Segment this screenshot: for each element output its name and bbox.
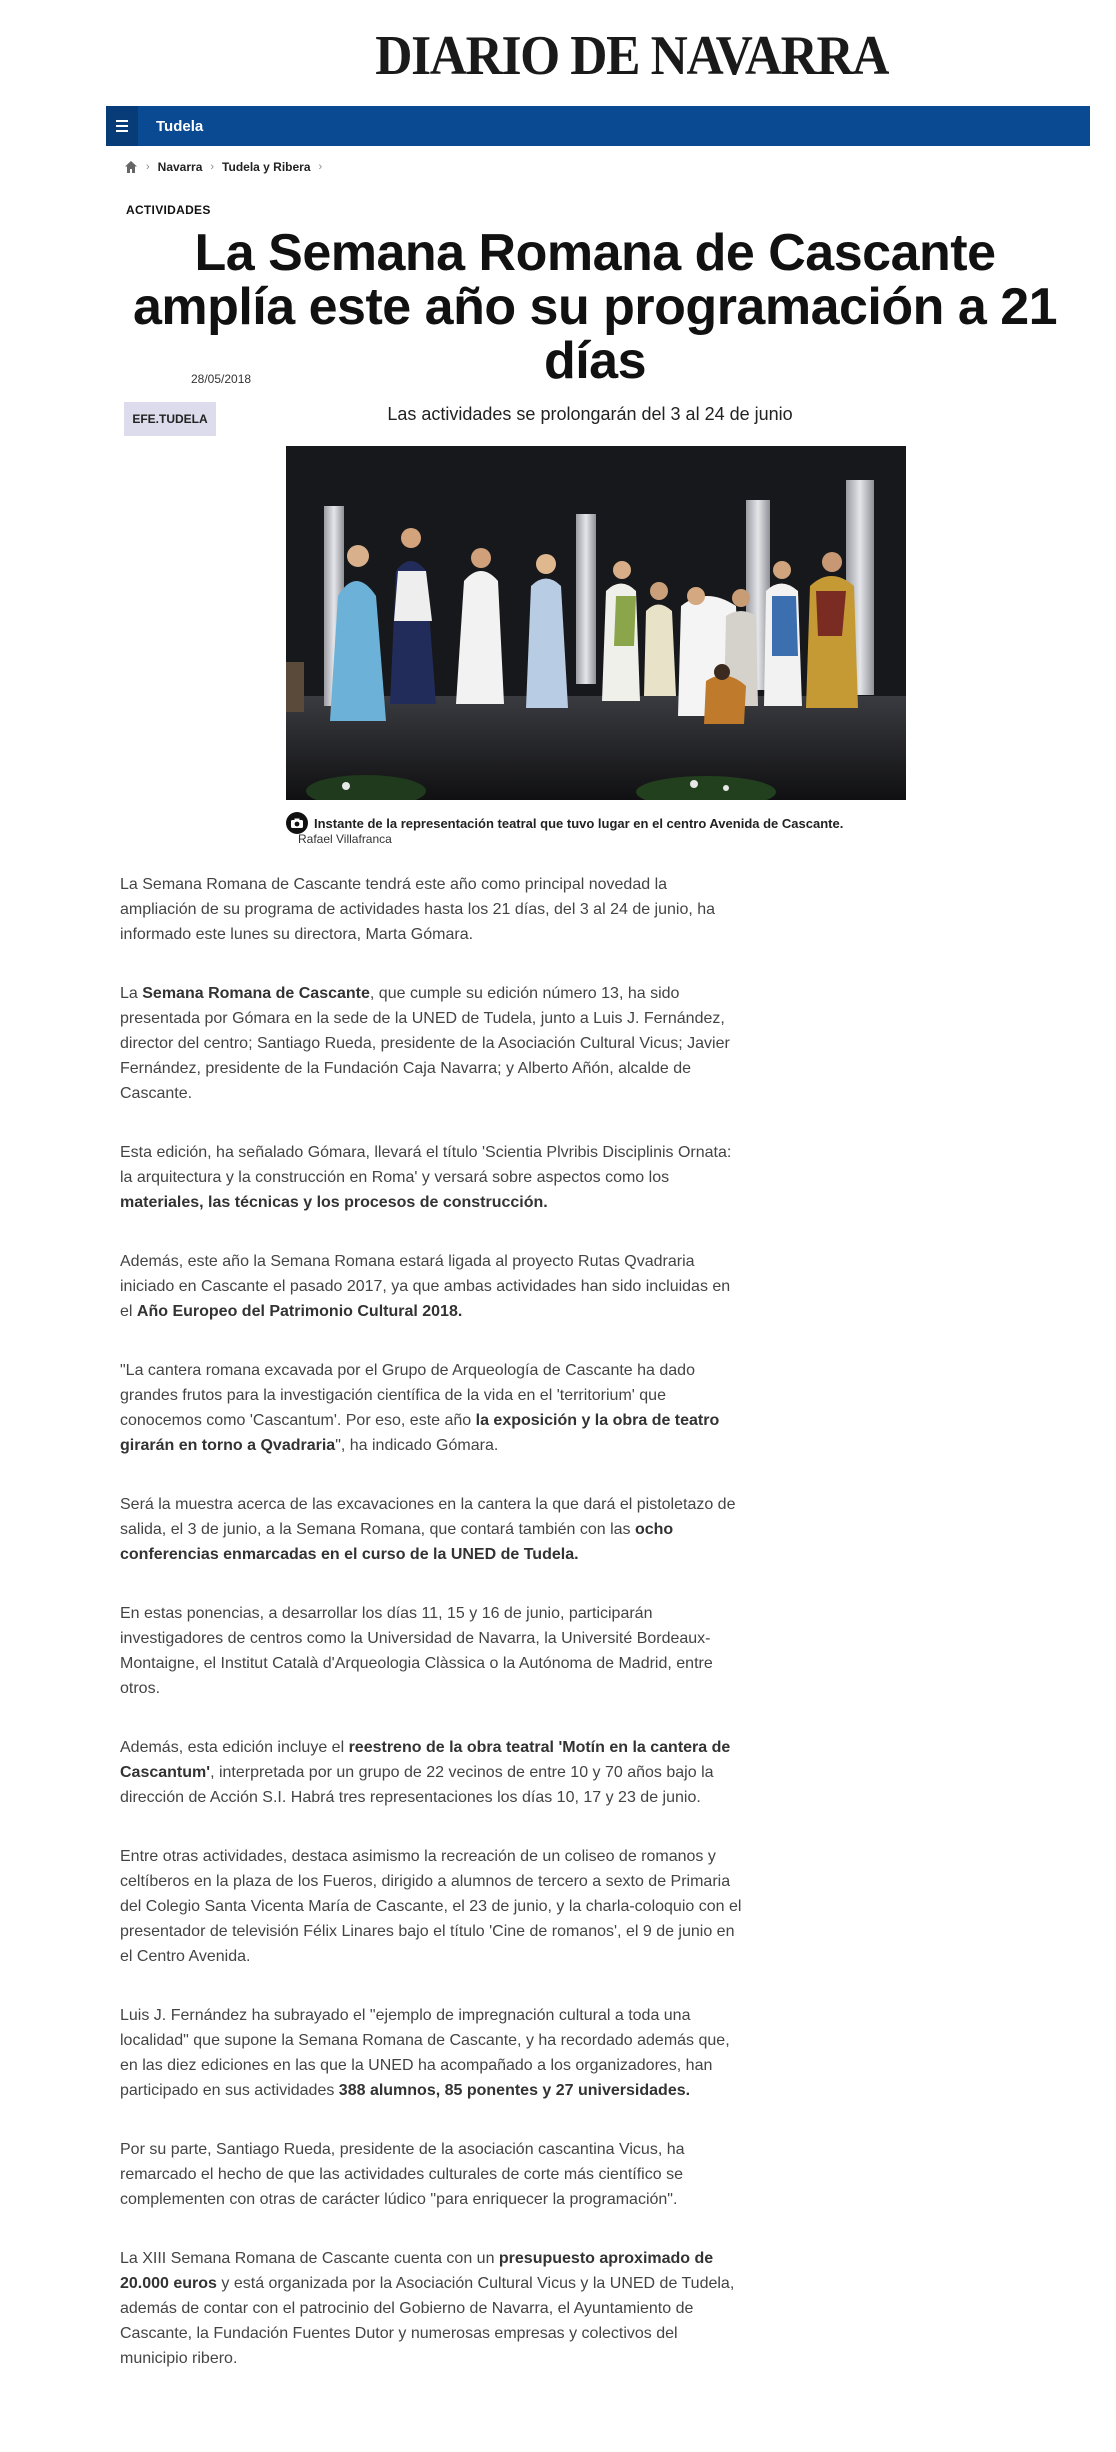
photo-credit: Rafael Villafranca	[298, 832, 392, 846]
text: y está organizada por la Asociación Cultural Vicus y la UNED de Tudela, además de contar con el patrocinio del Gobierno de Navarra, el Ayuntamiento de Cascante, la Fundación Fuentes Dutor y numerosas empresas y colectivos del municipio ribero.	[120, 2275, 735, 2367]
text: , que cumple su edición número 13, ha sido presentada por Gómara en la sede de la UNED de Tudela, junto a Luis J. Fernández, director del centro; Santiago Rueda, presidente de la Asociación Cultural Vicus; Javier Fernández, presidente de la Fundación Caja Navarra; y Alberto Añón, alcalde de Cascante.	[120, 985, 730, 1102]
text: Esta edición, ha señalado Gómara, llevará el título 'Scientia Plvribis Disciplinis Ornata: la arquitectura y la construcción en Roma' y versará sobre aspectos como los	[120, 1144, 732, 1186]
bold-text: presupuesto aproximado de 20.000 euros	[120, 2250, 714, 2292]
text: ", ha indicado Gómara.	[335, 1437, 499, 1454]
article-headline: La Semana Romana de Cascante amplía este año su programación a 21 días	[132, 224, 1058, 390]
bold-text: 388 alumnos, 85 ponentes y 27 universidades.	[338, 2082, 691, 2099]
caption-text: Instante de la representación teatral que tuvo lugar en el centro Avenida de Cascante.	[314, 815, 844, 831]
article-paragraph	[120, 1601, 744, 1701]
article-paragraph	[120, 872, 744, 947]
article-paragraph	[120, 1358, 744, 1458]
article-paragraph	[120, 1249, 744, 1324]
bold-text: Año Europeo del Patrimonio Cultural 2018.	[136, 1303, 463, 1320]
article-date: 28/05/2018	[191, 372, 252, 386]
text: Entre otras actividades, destaca asimismo la recreación de un coliseo de romanos y celtíberos en la plaza de los Fueros, dirigido a alumnos de tercero a sexto de Primaria del Colegio Santa Vicenta María de Cascante, el 23 de junio, y la charla-coloquio con el presentador de televisión Félix Linares bajo el título 'Cine de romanos', el 9 de junio en el Centro Avenida.	[120, 1848, 742, 1965]
photo-caption	[286, 812, 936, 846]
author-tag[interactable]: EFE.TUDELA	[124, 402, 216, 436]
article-paragraph	[120, 1492, 744, 1567]
text: La XIII Semana Romana de Cascante cuenta con un	[120, 2250, 499, 2267]
article-paragraph	[120, 1844, 744, 1969]
article-photo[interactable]	[286, 446, 906, 800]
article-paragraph	[120, 2137, 744, 2212]
hamburger-menu-icon[interactable]	[106, 106, 138, 146]
breadcrumb-tudela-y-ribera[interactable]: Tudela y Ribera	[222, 160, 311, 174]
section-navbar	[106, 106, 1090, 146]
text: Además, esta edición incluye el	[120, 1739, 349, 1756]
text: En estas ponencias, a desarrollar los días 11, 15 y 16 de junio, participarán investigadores de centros como la Universidad de Navarra, la Université Bordeaux-Montaigne, el Institut Català d'Arqueologia Clàssica o la Autónoma de Madrid, entre otros.	[120, 1605, 713, 1697]
chevron-right-icon: ›	[210, 161, 215, 173]
text: , interpretada por un grupo de 22 vecinos de entre 10 y 70 años bajo la dirección de Acción S.I. Habrá tres representaciones los días 10, 17 y 23 de junio.	[120, 1764, 714, 1806]
article-paragraph	[120, 2003, 744, 2103]
article-subtitle: Las actividades se prolongarán del 3 al 24 de junio	[387, 404, 793, 424]
chevron-right-icon: ›	[146, 161, 150, 173]
text: "La cantera romana excavada por el Grupo de Arqueología de Cascante ha dado grandes frutos para la investigación científica de la vida en el 'territorium' que conocemos como 'Cascantum'. Por eso, este año	[120, 1362, 695, 1429]
text: La	[120, 985, 143, 1002]
text: Por su parte, Santiago Rueda, presidente de la asociación cascantina Vicus, ha remarcado el hecho de que las actividades culturales de corte más científico se complementen con otras de carácter lúdico "para enriquecer la programación".	[120, 2141, 685, 2208]
article-paragraph	[120, 1735, 744, 1810]
article-body	[120, 872, 744, 2405]
home-icon[interactable]	[124, 160, 138, 174]
article-paragraph	[120, 981, 744, 1106]
camera-icon	[286, 812, 308, 834]
bold-text: materiales, las técnicas y los procesos de construcción.	[120, 1194, 548, 1211]
bold-text: ocho conferencias enmarcadas en el curso de la UNED de Tudela.	[120, 1521, 674, 1563]
text: Además, este año la Semana Romana estará ligada al proyecto Rutas Qvadraria iniciado en Cascante el pasado 2017, ya que ambas actividades han sido incluidas en el	[120, 1253, 731, 1320]
article-paragraph	[120, 2246, 744, 2371]
bold-text: reestreno de la obra teatral 'Motín en la cantera de Cascantum'	[120, 1739, 731, 1781]
breadcrumb	[124, 160, 330, 174]
chevron-right-icon: ›	[318, 161, 323, 173]
bold-text: Semana Romana de Cascante	[142, 985, 370, 1002]
article-kicker: ACTIVIDADES	[126, 203, 211, 217]
bold-text: la exposición y la obra de teatro girarán en torno a Qvadraria	[120, 1412, 720, 1454]
text: La Semana Romana de Cascante tendrá este año como principal novedad la ampliación de su programa de actividades hasta los 21 días, del 3 al 24 de junio, ha informado este lunes su directora, Marta Gómara.	[120, 876, 716, 943]
nav-section-tudela[interactable]: Tudela	[156, 117, 204, 135]
text: Luis J. Fernández ha subrayado el "ejemplo de impregnación cultural a toda una localidad" que supone la Semana Romana de Cascante, y ha recordado además que, en las diez ediciones en las que la UNED ha acompañado a los organizadores, han participado en sus actividades	[120, 2007, 730, 2099]
text: Será la muestra acerca de las excavaciones en la cantera la que dará el pistoletazo de salida, el 3 de junio, a la Semana Romana, que contará también con las	[120, 1496, 736, 1538]
site-logo[interactable]: DIARIO DE NAVARRA	[375, 25, 889, 87]
article-paragraph	[120, 1140, 744, 1215]
masthead	[0, 24, 1116, 88]
breadcrumb-navarra[interactable]: Navarra	[157, 160, 203, 174]
